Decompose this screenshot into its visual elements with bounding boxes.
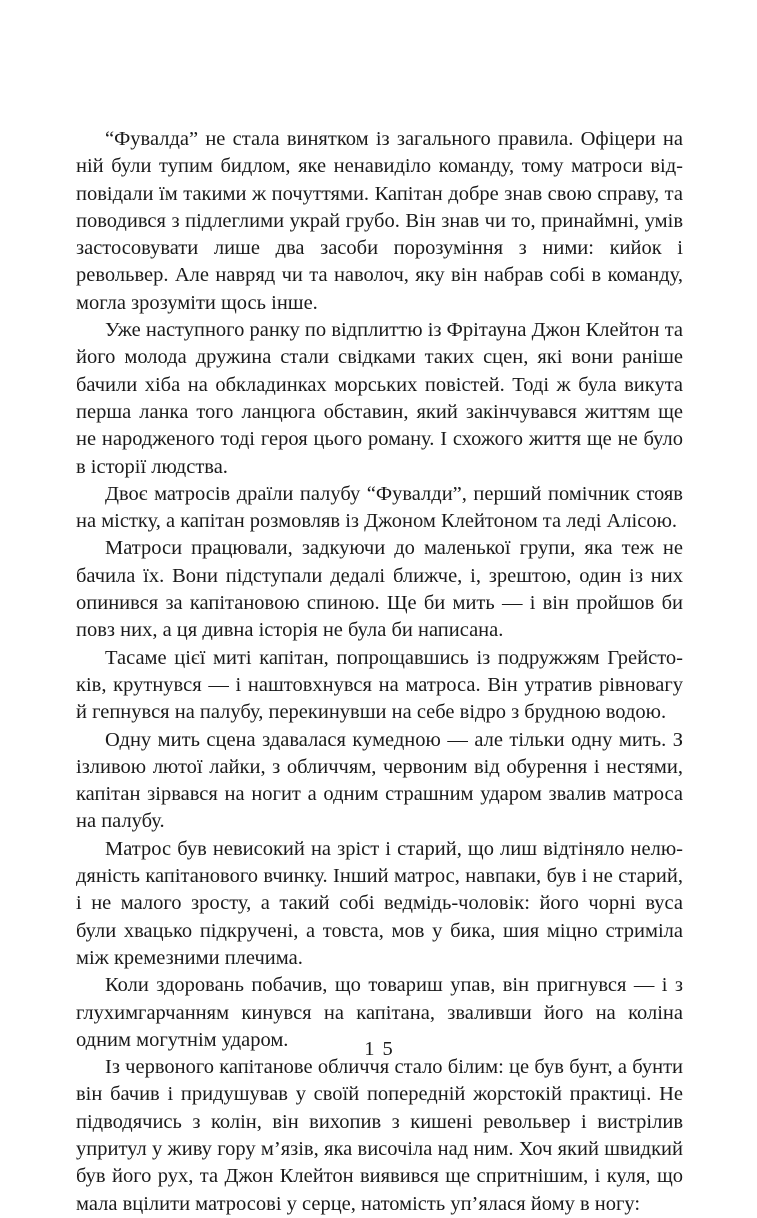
paragraph-1: “Фувалда” не стала винятком із загального правила. Офіцери на ній були тупим бидлом, яке ненавиділо команду, тому матроси відповідали їм такими ж почуттями. Капітан добре знав свою справу, та поводився з підлеглими украй грубо. Він знав чи то, принаймні, умів застосовувати лише два засоби порозуміння з ними: кийок і револьвер. Але навряд чи та наволоч, яку він набрав собі в команду, могла зрозуміти щось інше. [76, 128, 683, 314]
paragraph-7: Матрос був невисокий на зріст і старий, що лиш відтіняло нелюдяність капітанового вчинку. Інший матрос, навпаки, був і не старий, і не малого зросту, а такий собі ведмідь-чоловік: його чорні вуса були хвацько підкручені, а товста, мов у бика, шия міцно стриміла між кремезними плечима. [76, 837, 683, 969]
paragraph-4: Матроси працювали, задкуючи до маленької групи, яка теж не бачила їх. Вони підступали дедалі ближче, і, зрештою, один із них опинився за капітановою спиною. Ще би мить — і він пройшов би повз них, а ця дивна історія не була би написана. [76, 537, 683, 642]
page-number: 15 [364, 1038, 401, 1060]
paragraph-8: Коли здоровань побачив, що товариш упав, він пригнувся — і з глухимгарчанням кинувся на капітана, зваливши його на коліна одним могутнім ударом. [76, 974, 683, 1051]
paragraph-3: Двоє матросів драїли палубу “Фувалди”, перший помічник стояв на містку, а капітан розмовляв із Джоном Клейтоном та леді Алісою. [76, 482, 683, 533]
paragraph-9: Із червоного капітанове обличчя стало білим: це був бунт, а бунти він бачив і придушував у своїй попередній жорстокій практиці. Не підводячись з колін, він вихопив з кишені револьвер і вистрілив упритул у живу гору м’язів, яка височіла над ним. Хоч який швидкий був його рух, та Джон Клейтон виявився ще спритнішим, і куля, що мала вцілити матросові у серце, натомість уп’ялася йому в ногу: [76, 1056, 683, 1215]
paragraph-5: Тасаме цієї миті капітан, попрощавшись із подружжям Грейстоків, крутнувся — і наштовхнувся на матроса. Він утратив рівновагу й гепнувся на палубу, перекинувши на себе відро з брудною водою. [76, 646, 683, 724]
paragraph-2: Уже наступного ранку по відплиттю із Фрітауна Джон Клейтон та його молода дружина стали свідками таких сцен, які вони раніше бачили хіба на обкладинках морських повістей. Тоді ж була викута перша ланка того ланцюга обставин, який закінчувався життям ще не народженого тоді героя цього роману. І схожого життя ще не було в історії людства. [76, 319, 683, 478]
paragraph-6: Одну мить сцена здавалася кумедною — але тільки одну мить. З ізливою лютої лайки, з обличчям, червоним від обурення і нестями, капітан зірвався на ногит а одним страшним ударом звалив матроса на палубу. [76, 728, 683, 833]
